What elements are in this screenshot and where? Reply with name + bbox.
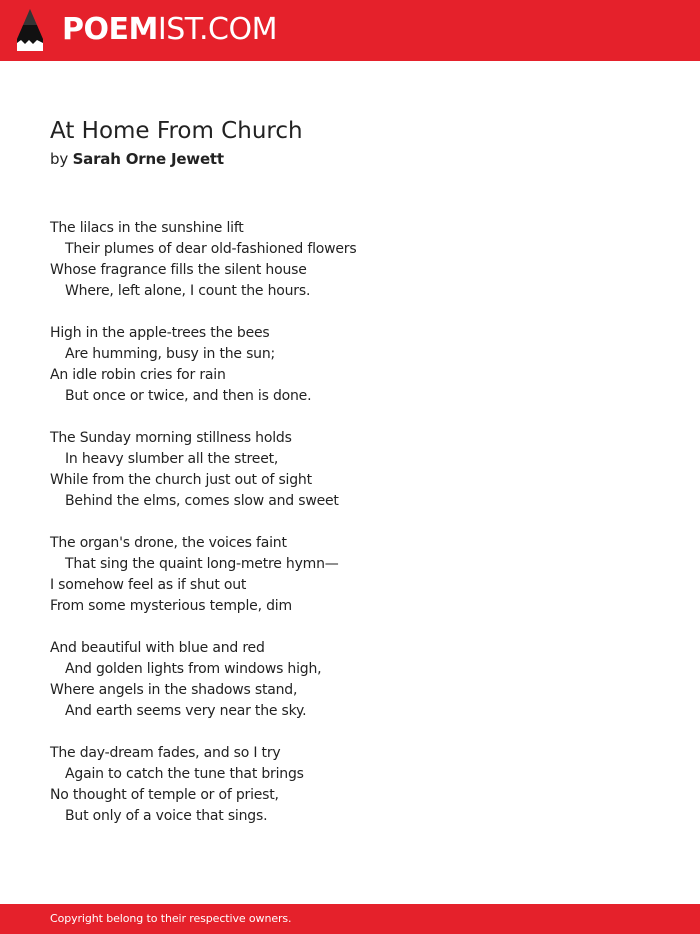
poem-line: Their plumes of dear old-fashioned flowers xyxy=(65,241,357,257)
poem-line: The lilacs in the sunshine lift xyxy=(50,220,244,236)
poem-line: And earth seems very near the sky. xyxy=(65,703,307,719)
pencil-icon[interactable] xyxy=(17,9,43,51)
poem-line: Again to catch the tune that brings xyxy=(65,766,304,782)
site-footer xyxy=(0,904,700,934)
poem-line: Where, left alone, I count the hours. xyxy=(65,283,311,299)
poem-line: Are humming, busy in the sun; xyxy=(65,346,276,362)
poem-line: High in the apple-trees the bees xyxy=(50,325,270,341)
byline xyxy=(50,148,224,170)
copyright-notice: Copyright belong to their respective owners. xyxy=(50,912,292,925)
stanza xyxy=(50,428,650,512)
poem-line: The organ's drone, the voices faint xyxy=(50,535,287,551)
poem-line: And golden lights from windows high, xyxy=(65,661,322,677)
poem-line: While from the church just out of sight xyxy=(50,472,312,488)
poem-line: But once or twice, and then is done. xyxy=(65,388,312,404)
stanza xyxy=(50,218,650,302)
poem-line: Behind the elms, comes slow and sweet xyxy=(65,493,339,509)
poem-line: In heavy slumber all the street, xyxy=(65,451,279,467)
poem-line: No thought of temple or of priest, xyxy=(50,787,279,803)
poem-line: That sing the quaint long-metre hymn— xyxy=(65,556,339,572)
poem-line: But only of a voice that sings. xyxy=(65,808,268,824)
byline-prefix: by xyxy=(50,150,68,168)
poem-line: From some mysterious temple, dim xyxy=(50,598,292,614)
poem-line: And beautiful with blue and red xyxy=(50,640,265,656)
stanza xyxy=(50,638,650,722)
stanza xyxy=(50,743,650,827)
poem-line: The Sunday morning stillness holds xyxy=(50,430,292,446)
poem-line: I somehow feel as if shut out xyxy=(50,577,247,593)
poem-line: The day-dream fades, and so I try xyxy=(50,745,281,761)
poem-line: Whose fragrance fills the silent house xyxy=(50,262,307,278)
poem-body xyxy=(50,218,650,848)
poem-title: At Home From Church xyxy=(50,118,303,144)
stanza xyxy=(50,533,650,617)
poem-line: An idle robin cries for rain xyxy=(50,367,226,383)
stanza xyxy=(50,323,650,407)
poem-line: Where angels in the shadows stand, xyxy=(50,682,298,698)
site-header xyxy=(0,0,700,61)
author-name: Sarah Orne Jewett xyxy=(72,150,224,168)
logo-text-bold: POEM xyxy=(62,12,158,47)
logo-text-light: IST.COM xyxy=(157,12,277,47)
site-logo[interactable] xyxy=(62,12,277,48)
